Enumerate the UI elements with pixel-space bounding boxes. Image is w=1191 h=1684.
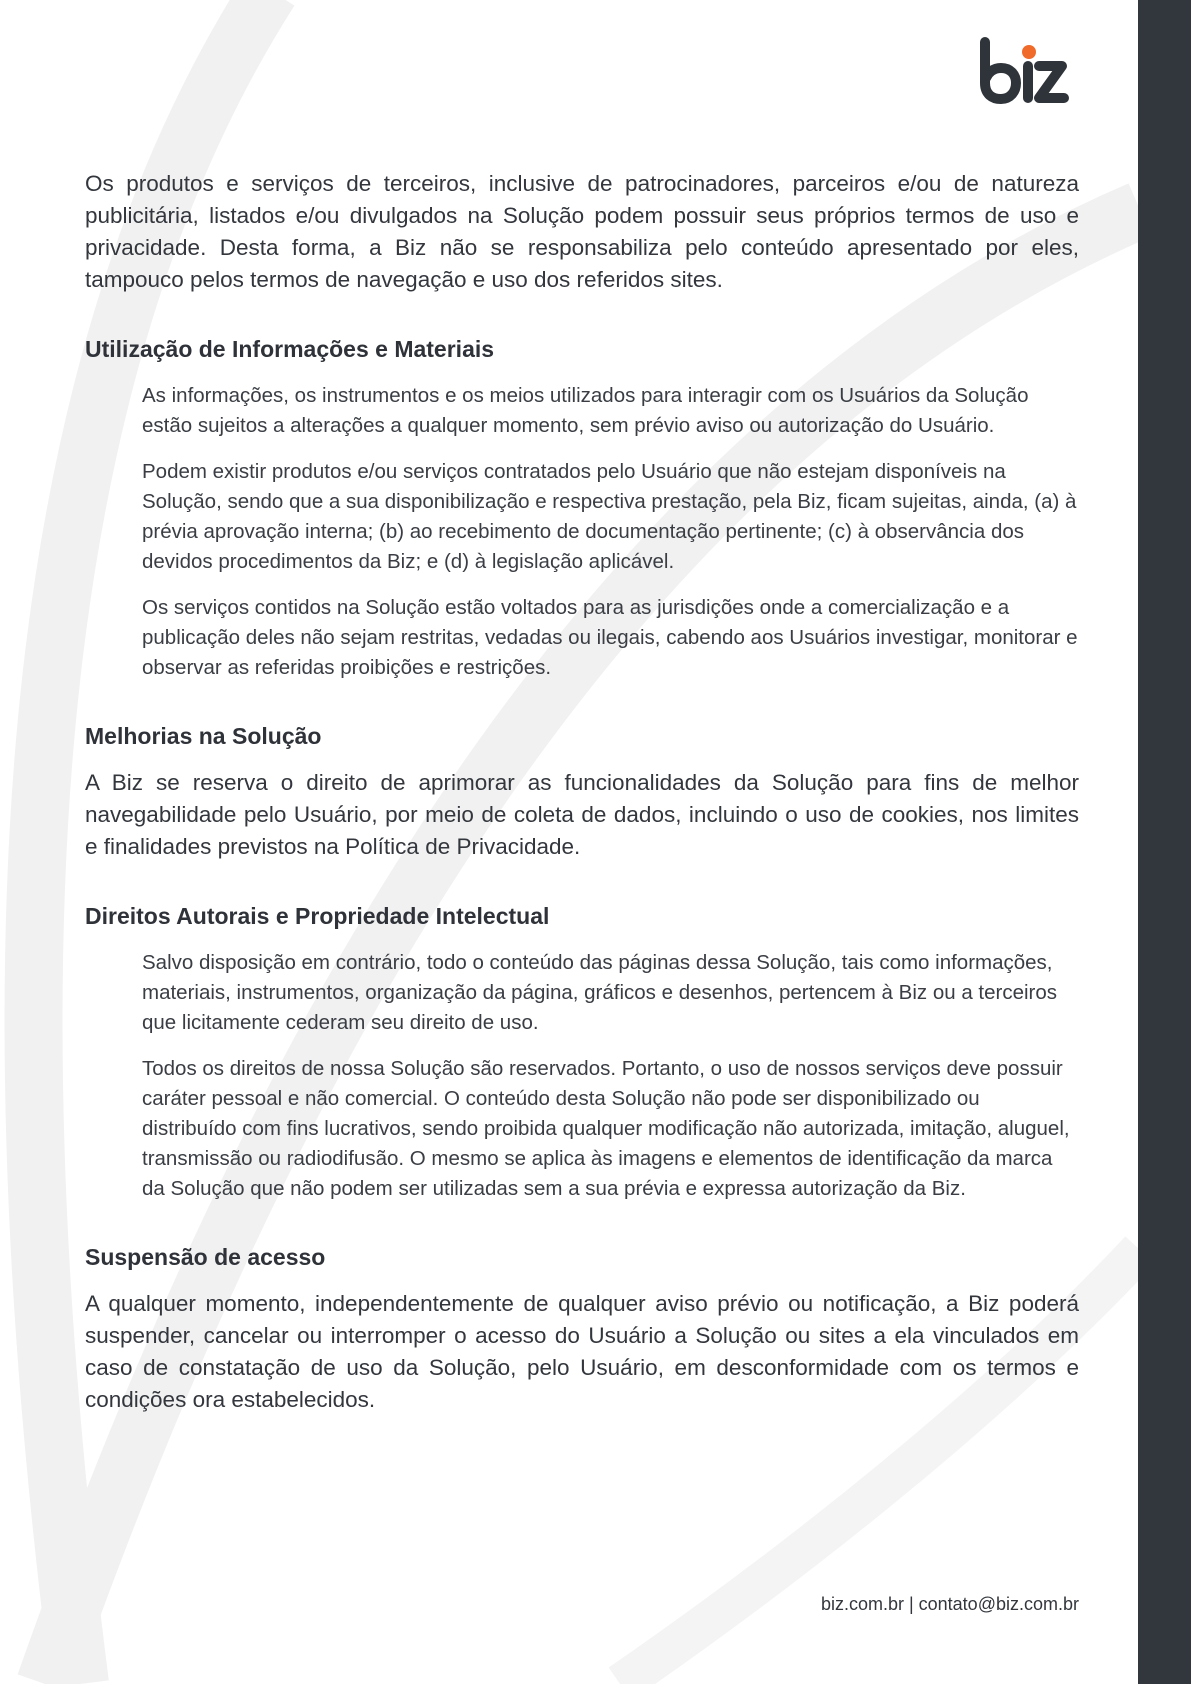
section-heading-melhorias: Melhorias na Solução: [85, 723, 322, 749]
section-paragraph: A Biz se reserva o direito de aprimorar as funcionalidades da Solução para fins de melhor navegabilidade pelo Usuário, por meio de coleta de dados, incluindo o uso de cookies, nos limites e finalidades previstos na Política de Privacidade.: [85, 770, 1079, 859]
section-heading-suspensao: Suspensão de acesso: [85, 1244, 326, 1270]
biz-logo: [978, 36, 1070, 104]
section-paragraph: A qualquer momento, independentemente de qualquer aviso prévio ou notificação, a Biz poderá suspender, cancelar ou interromper o acesso do Usuário a Solução ou sites a ela vinculados em caso de constatação de uso da Solução, pelo Usuário, em desconformidade com os termos e condições ora estabelecidos.: [85, 1291, 1079, 1412]
section-heading-direitos-autorais: Direitos Autorais e Propriedade Intelectual: [85, 903, 550, 929]
side-band: [1138, 0, 1191, 1684]
section-paragraph: As informações, os instrumentos e os meios utilizados para interagir com os Usuários da Solução estão sujeitos a alterações a qualquer momento, sem prévio aviso ou autorização do Usuário.: [142, 384, 1029, 437]
section-heading-informacoes: Utilização de Informações e Materiais: [85, 336, 495, 362]
section-paragraph: Os serviços contidos na Solução estão voltados para as jurisdições onde a comercialização e a publicação deles não sejam restritas, vedadas ou ilegais, cabendo aos Usuários investigar, monitorar e observar as referidas proibições e restrições.: [142, 596, 1078, 679]
document-body: [85, 168, 1079, 1416]
section-paragraph: Todos os direitos de nossa Solução são reservados. Portanto, o uso de nossos serviços deve possuir caráter pessoal e não comercial. O conteúdo desta Solução não pode ser disponibilizado ou distribuído com fins lucrativos, sendo proibida qualquer modificação não autorizada, imitação, aluguel, transmissão ou radiodifusão. O mesmo se aplica às imagens e elementos de identificação da marca da Solução que não podem ser utilizadas sem a sua prévia e expressa autorização da Biz.: [142, 1057, 1070, 1200]
section-paragraph: Salvo disposição em contrário, todo o conteúdo das páginas dessa Solução, tais como informações, materiais, instrumentos, organização da página, gráficos e desenhos, pertencem à Biz ou a terceiros que licitamente cederam seu direito de uso.: [142, 951, 1058, 1034]
section-paragraph: Podem existir produtos e/ou serviços contratados pelo Usuário que não estejam disponíveis na Solução, sendo que a sua disponibilização e respectiva prestação, pela Biz, ficam sujeitas, ainda, (a) à prévia aprovação interna; (b) ao recebimento de documentação pertinente; (c) à observância dos devidos procedimentos da Biz; e (d) à legislação aplicável.: [142, 460, 1077, 573]
intro-paragraph: Os produtos e serviços de terceiros, inclusive de patrocinadores, parceiros e/ou de natureza publicitária, listados e/ou divulgados na Solução podem possuir seus próprios termos de uso e privacidade. Desta forma, a Biz não se responsabiliza pelo conteúdo apresentado por eles, tampouco pelos termos de navegação e uso dos referidos sites.: [85, 171, 1079, 292]
footer-contact: biz.com.br | contato@biz.com.br: [820, 1594, 1079, 1614]
